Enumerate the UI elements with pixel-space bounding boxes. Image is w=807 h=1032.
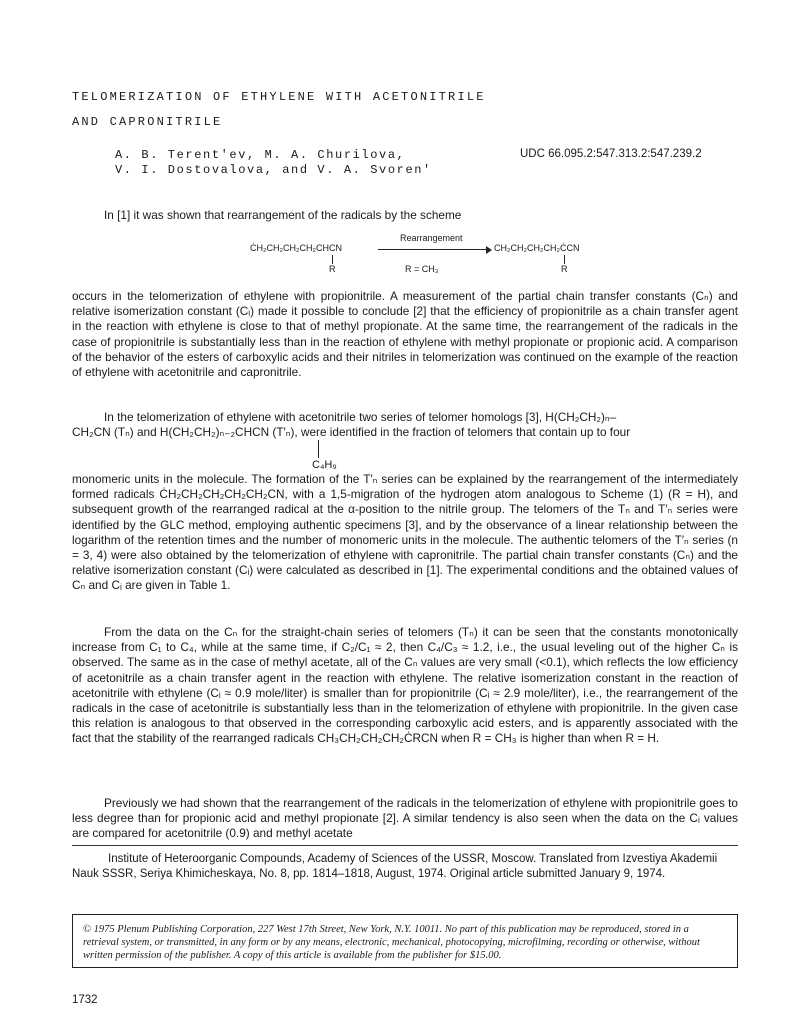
paragraph-2-line2: CH₂CN (Tₙ) and H(CH₂CH₂)ₙ₋₂CHCN (T′ₙ), were identified in the fraction of telomers that contain up to four bbox=[72, 425, 631, 439]
scheme-reactant-substituent: R bbox=[329, 264, 336, 274]
paragraph-2-line1: In the telomerization of ethylene with acetonitrile two series of telomer homologs [3], H(CH₂CH₂)ₙ– bbox=[104, 410, 617, 424]
intro-sentence: In [1] it was shown that rearrangement of the radicals by the scheme bbox=[104, 208, 462, 222]
scheme-arrow-head bbox=[486, 246, 492, 254]
copyright-box bbox=[72, 914, 738, 968]
scheme-product: CH₂CH₂CH₂CH₂ĊCN bbox=[494, 243, 580, 253]
paragraph-3: From the data on the Cₙ for the straight-chain series of telomers (Tₙ) it can be seen that the constants monotonically increase from C₁ to C₄, while at the same time, if C₂/C₁ ≈ 2, then C₄/C₃ ≈ 1.2, i.e., the usual leveling out of the higher Cₙ is observed. The same as in the case of methyl acetate, all of the Cₙ values are very small (<0.1), which reflects the low efficiency of acetonitrile as a chain transfer agent in the reaction with ethylene. The relative isomerization constant in the reaction of acetonitrile with ethylene (Cᵢ ≈ 0.9 mole/liter) is smaller than for propionitrile (Cᵢ ≈ 2.9 mole/liter), i.e., the rearrangement of the radicals in the case of acetonitrile is substantially less than in the telomerization of ethylene with propionitrile. In the given case this relation is analogous to that observed in the corresponding carboxylic acid esters, and is apparently associated with the fact that the stability of the rearranged radicals CH₃CH₂CH₂CH₂ĊRCN when R = CH₃ is higher than when R = H. bbox=[72, 625, 738, 746]
page-number: 1732 bbox=[72, 994, 98, 1006]
paragraph-1: occurs in the telomerization of ethylene with propionitrile. A measurement of the partial chain transfer constants (Cₙ) and relative isomerization constant (Cᵢ) made it possible to conclude [2] that the efficiency of propionitrile as a chain transfer agent in the reaction with ethylene is close to that of methyl propionate. At the same time, the rearrangement of the radicals in the case of propionitrile is substantially less than in the reaction of ethylene with methyl propionate or propionic acid. A comparison of the behavior of the esters of carboxylic acids and their nitriles in telomerization was continued on the example of the reaction of ethylene with acetonitrile and capronitrile. bbox=[72, 289, 738, 380]
affiliation-footnote: Institute of Heteroorganic Compounds, Academy of Sciences of the USSR, Moscow. Translated from Izvestiya Akademii Nauk SSSR, Seriya Khimicheskaya, No. 8, pp. 1814–1818, August, 1974. Original article submitted January 9, 1974. bbox=[72, 853, 718, 880]
authors-line1: A. B. Terent'ev, M. A. Churilova, bbox=[115, 148, 406, 162]
authors-line2: V. I. Dostovalova, and V. A. Svoren' bbox=[115, 163, 432, 177]
scheme-arrow-label: Rearrangement bbox=[400, 233, 463, 243]
copyright-notice: © 1975 Plenum Publishing Corporation, 227 West 17th Street, New York, N.Y. 10011. No part of this publication may be reproduced, stored in a retrieval system, or transmitted, in any form or by any means, electronic, mechanical, photocopying, microfilming, recording or otherwise, without written permission of the publisher. A copy of this article is available from the publisher for $15.00. bbox=[83, 924, 700, 961]
paragraph-2-body: monomeric units in the molecule. The formation of the T′ₙ series can be explained by the rearrangement of the intermediately formed radicals ĊH₂CH₂CH₂CH₂CH₂CN, with a 1,5-migration of the hydrogen atom analogous to Scheme (1) (R = H), and subsequent growth of the rearranged radical at the α-position to the nitrile group. The telomers of the Tₙ and T′ₙ series were identified by the GLC method, employing authentic specimens [3], and by the observance of a linear relationship between the logarithm of the retention times and the number of monomeric units in the molecule. The authentic telomers of the T′ₙ series (n = 3, 4) were also obtained by the telomerization of ethylene with capronitrile. The partial chain transfer constants (Cₙ) and the relative isomerization constant (Cᵢ) were calculated as described in [1]. The experimental conditions and the obtained values of Cₙ and Cᵢ are given in Table 1. bbox=[72, 472, 738, 593]
article-title-line2: AND CAPRONITRILE bbox=[72, 115, 223, 129]
scheme-product-substituent: R bbox=[561, 264, 568, 274]
scheme-arrow bbox=[378, 249, 488, 250]
article-title-line1: TELOMERIZATION OF ETHYLENE WITH ACETONITRILE bbox=[72, 90, 486, 104]
scheme-condition: R = CH₃ bbox=[405, 264, 439, 274]
rearrangement-scheme bbox=[250, 233, 580, 278]
scheme-reactant: ĊH₂CH₂CH₂CH₂CHCN bbox=[250, 243, 342, 253]
butyl-substituent: C₄H₉ bbox=[312, 459, 337, 471]
branch-bond bbox=[318, 440, 319, 458]
footer-rule bbox=[72, 845, 738, 846]
udc-code: UDC 66.095.2:547.313.2:547.239.2 bbox=[520, 148, 702, 160]
scheme-bond-right bbox=[564, 255, 565, 264]
paragraph-4: Previously we had shown that the rearrangement of the radicals in the telomerization of ethylene with propionitrile goes to less degree than for propionic acid and methyl propionate [2]. A similar tendency is also seen when the data on the Cᵢ values are compared for acetonitrile (0.9) and methyl acetate bbox=[72, 796, 738, 841]
scheme-bond-left bbox=[332, 255, 333, 264]
